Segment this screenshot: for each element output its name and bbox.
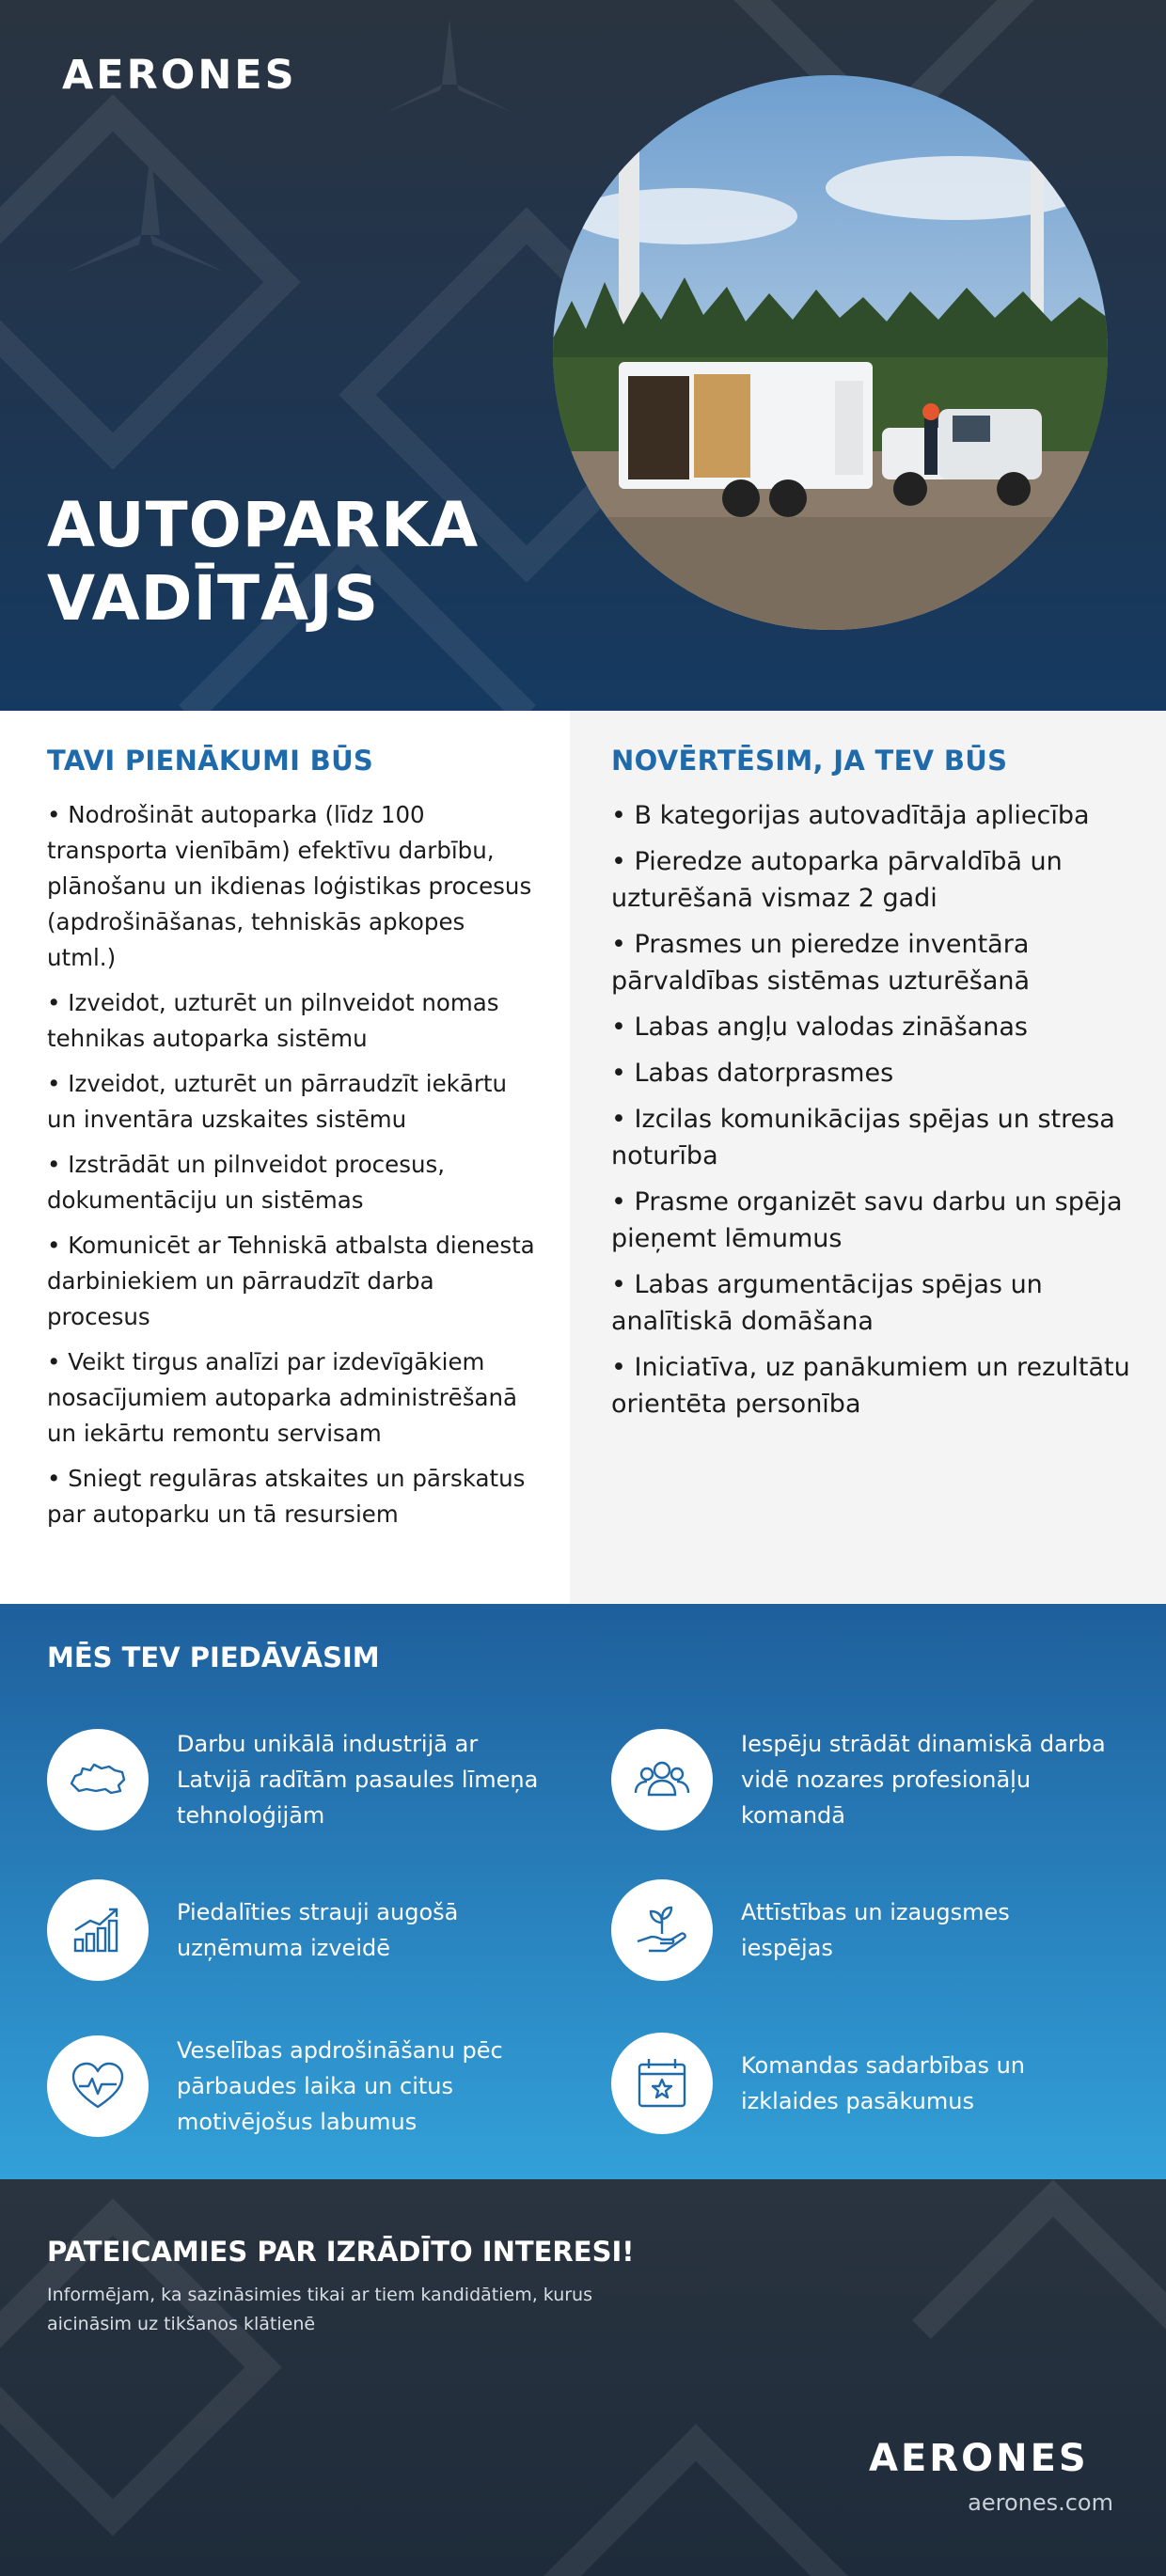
list-item: • Labas datorprasmes bbox=[611, 1055, 1138, 1092]
footer bbox=[0, 2179, 1166, 2576]
benefit-item bbox=[47, 1726, 544, 1833]
requirements-section bbox=[570, 711, 1166, 1604]
benefit-text: Attīstības un izaugsmes iespējas bbox=[741, 1899, 1010, 1961]
growth-chart-icon bbox=[47, 1879, 149, 1981]
benefit-text: Iespēju strādāt dinamiskā darba vidē nozares profesionāļu komandā bbox=[741, 1731, 1106, 1829]
footer-title: PATEICAMIES PAR IZRĀDĪTO INTERESI! bbox=[47, 2236, 635, 2268]
list-item: • Iniciatīva, uz panākumiem un rezultātu orientēta personība bbox=[611, 1349, 1138, 1422]
list-item: • Komunicēt ar Tehniskā atbalsta dienesta darbiniekiem un pārraudzīt darba procesus bbox=[47, 1228, 536, 1335]
benefit-item bbox=[611, 1726, 1108, 1833]
footer-note: Informējam, ka sazināsimies tikai ar tiem kandidātiem, kurus aicināsim uz tikšanos klātienē bbox=[47, 2285, 593, 2334]
benefit-item bbox=[611, 1879, 1108, 1981]
list-item: • Izstrādāt un pilnveidot procesus, dokumentāciju un sistēmas bbox=[47, 1147, 536, 1218]
benefit-text: Veselības apdrošināšanu pēc pārbaudes laika un citus motivējošus labumus bbox=[177, 2037, 503, 2135]
list-item: • Labas angļu valodas zināšanas bbox=[611, 1009, 1138, 1045]
benefit-text: Komandas sadarbības un izklaides pasākumus bbox=[741, 2052, 1026, 2114]
page-title: AUTOPARKA VADĪTĀJS bbox=[47, 489, 480, 635]
requirements-heading: NOVĒRTĒSIM, JA TEV BŪS bbox=[611, 745, 1008, 777]
list-item: • Izveidot, uzturēt un pilnveidot nomas tehnikas autoparka sistēmu bbox=[47, 985, 536, 1057]
list-item: • Pieredze autoparka pārvaldībā un uzturēšanā vismaz 2 gadi bbox=[611, 843, 1138, 917]
list-item: • Prasme organizēt savu darbu un spēja pieņemt lēmumus bbox=[611, 1184, 1138, 1257]
aerones-logo bbox=[869, 2437, 1089, 2480]
benefit-item bbox=[47, 2033, 544, 2140]
team-icon bbox=[611, 1729, 713, 1830]
website-link[interactable]: aerones.com bbox=[968, 2490, 1113, 2516]
responsibilities-section bbox=[0, 711, 570, 1604]
list-item: • Sniegt regulāras atskaites un pārskatus par autoparku un tā resursiem bbox=[47, 1461, 536, 1532]
list-item: • Prasmes un pieredze inventāra pārvaldības sistēmas uzturēšanā bbox=[611, 926, 1138, 999]
requirements-list bbox=[611, 797, 1138, 1432]
list-item: • Labas argumentācijas spējas un analītiskā domāšana bbox=[611, 1266, 1138, 1340]
list-item: • B kategorijas autovadītāja apliecība bbox=[611, 797, 1138, 834]
list-item: • Veikt tirgus analīzi par izdevīgākiem nosacījumiem autoparka administrēšanā un iekārtu remontu servisam bbox=[47, 1344, 536, 1452]
benefit-item bbox=[611, 2033, 1108, 2134]
hero-banner bbox=[0, 0, 1166, 711]
list-item: • Izcilas komunikācijas spējas un stresa noturība bbox=[611, 1101, 1138, 1174]
plant-hand-icon bbox=[611, 1879, 713, 1981]
responsibilities-heading: TAVI PIENĀKUMI BŪS bbox=[47, 745, 374, 777]
logo-wordmark: AERONES bbox=[869, 2437, 1089, 2480]
benefit-text: Piedalīties strauji augošā uzņēmuma izveidē bbox=[177, 1899, 459, 1961]
list-item: • Nodrošināt autoparka (līdz 100 transporta vienībām) efektīvu darbību, plānošanu un ikdienas loģistikas procesus (apdrošināšanas, tehniskās apkopes utml.) bbox=[47, 797, 536, 976]
calendar-star-icon bbox=[611, 2033, 713, 2134]
hero-photo-fleet-trailer bbox=[553, 75, 1108, 630]
benefit-text: Darbu unikālā industrijā ar Latvijā radītām pasaules līmeņa tehnoloģijām bbox=[177, 1731, 539, 1829]
benefit-item bbox=[47, 1879, 544, 1981]
list-item: • Izveidot, uzturēt un pārraudzīt iekārtu un inventāra uzskaites sistēmu bbox=[47, 1066, 536, 1138]
heart-pulse-icon bbox=[47, 2035, 149, 2137]
benefits-heading: MĒS TEV PIEDĀVĀSIM bbox=[47, 1641, 380, 1673]
latvia-map-icon bbox=[47, 1729, 149, 1830]
benefits-section bbox=[0, 1604, 1166, 2179]
responsibilities-list bbox=[47, 797, 536, 1542]
logo-wordmark: AERONES bbox=[62, 52, 297, 99]
aerones-logo bbox=[62, 53, 297, 98]
